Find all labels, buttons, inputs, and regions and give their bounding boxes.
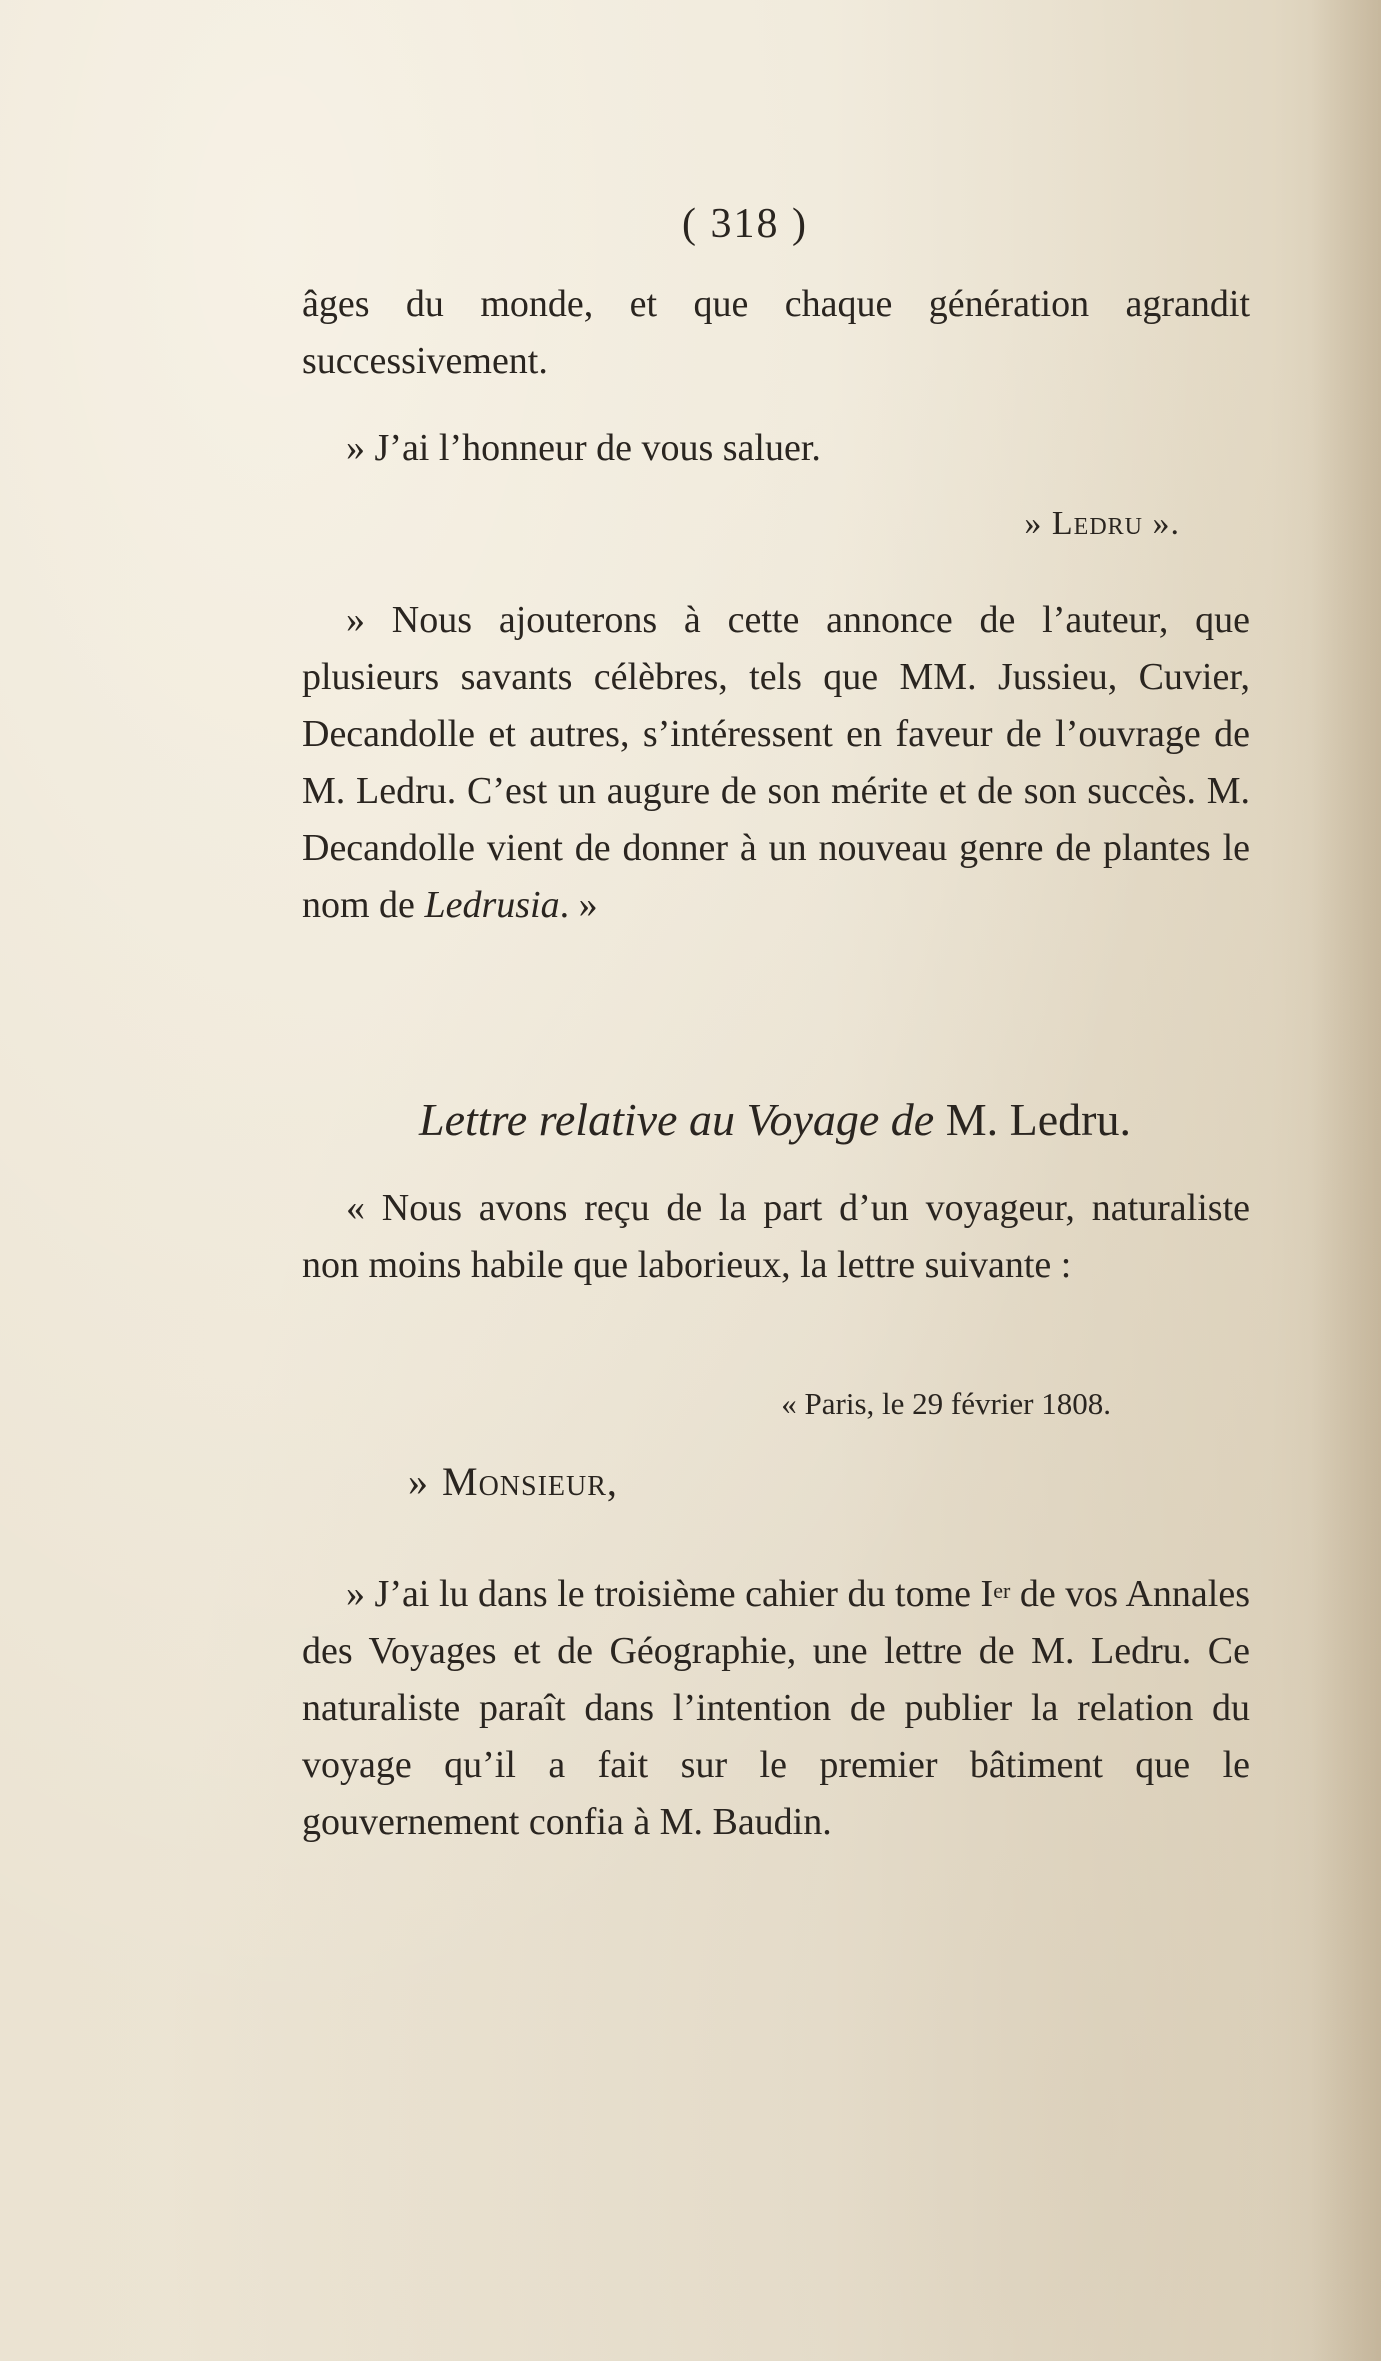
paragraph-letter-body [302, 1566, 1250, 1851]
page-number: ( 318 ) [682, 201, 808, 247]
paragraph-salutation-closing: » J’ai l’honneur de vous saluer. [346, 427, 821, 469]
letter-dateline: « Paris, le 29 février 1808. [781, 1386, 1111, 1421]
editor-note-text: » Nous ajouterons à cette annonce de l’auteur, que plusieurs savants célèbres, tels que MM. Jussieu, Cuvier, Decandolle et autres, s’intéressent en faveur de l’ouvrage de M. Ledru. C’est un augure de son mérite et de son succès. M. Decandolle vient de donner à un nouveau genre de plantes le nom de [302, 599, 1250, 926]
letter-body-block [302, 1566, 1250, 1851]
opening-text-block [302, 276, 1250, 934]
letter-body-text-rest: de vos Annales des Voyages et de Géographie, une lettre de M. Ledru. Ce naturaliste paraît dans l’intention de publier la relation du voyage qu’il a fait sur le premier bâtiment que le gouvernement confia à M. Baudin. [302, 1573, 1251, 1843]
section-heading [300, 1090, 1250, 1150]
letter-body-superscript: er [993, 1578, 1011, 1603]
paragraph-letter-intro: « Nous avons reçu de la part d’un voyageur, naturaliste non moins habile que laborieux, la lettre suivante : [302, 1187, 1250, 1286]
paragraph-editor-note [302, 592, 1250, 934]
page-edge-shadow [1311, 0, 1381, 2361]
section-heading-italic: Lettre relative au Voyage de [419, 1094, 935, 1145]
editor-note-end: . » [559, 884, 598, 926]
letter-intro-block [302, 1180, 1250, 1294]
letter-body-text: » J’ai lu dans le troisième cahier du tome I [346, 1573, 994, 1615]
salutation-text: Monsieur, [442, 1459, 618, 1504]
paragraph-closing-sentence: âges du monde, et que chaque génération agrandit successivement. [302, 283, 1250, 382]
letter-salutation [408, 1458, 618, 1505]
salutation-quote-mark: » [408, 1459, 430, 1504]
signature-ledru: » Ledru ». [1024, 505, 1180, 542]
editor-note-plant-name: Ledrusia [424, 884, 560, 926]
section-heading-roman: M. Ledru. [945, 1094, 1131, 1145]
